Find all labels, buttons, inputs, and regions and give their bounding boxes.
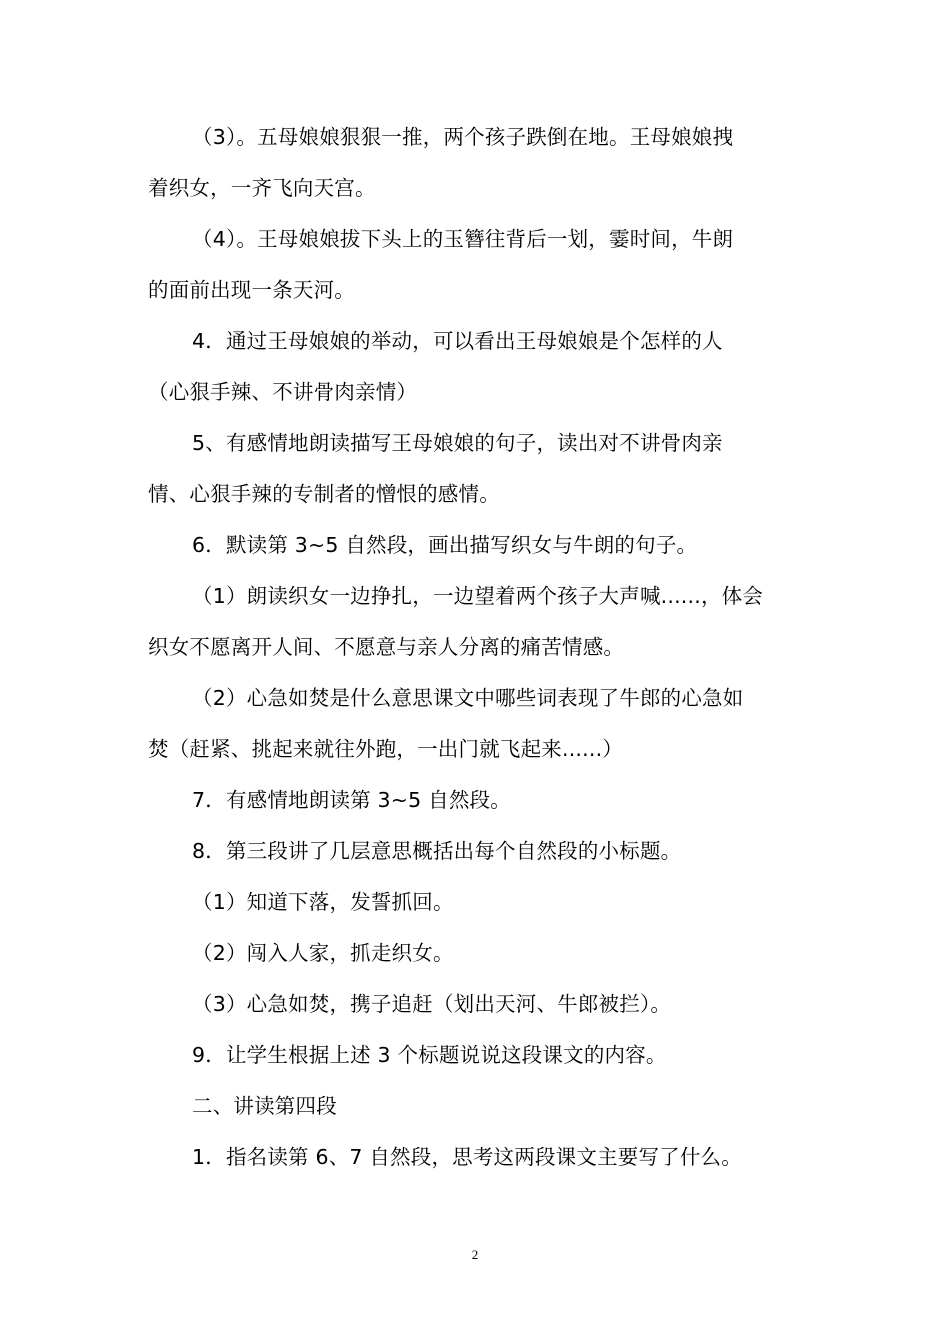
document-body <box>148 112 808 1183</box>
text-line-1: （3）。五母娘娘狠狠一推，两个孩子跌倒在地。王母娘娘拽 <box>192 125 734 149</box>
text-line-8: 情、心狠手辣的专制者的憎恨的感情。 <box>148 482 500 506</box>
text-line-5: 4．通过王母娘娘的举动，可以看出王母娘娘是个怎样的人 <box>192 329 723 353</box>
text-line-10: （1）朗读织女一边挣扎，一边望着两个孩子大声喊......，体会 <box>192 584 764 608</box>
text-line-18: （3）心急如焚，携子追赶（划出天河、牛郎被拦）。 <box>192 992 672 1016</box>
text-line-9: 6．默读第 3~5 自然段，画出描写织女与牛朗的句子。 <box>192 533 698 557</box>
text-line-19: 9．让学生根据上述 3 个标题说说这段课文的内容。 <box>192 1043 667 1067</box>
text-line-3: （4）。王母娘娘拔下头上的玉簪往背后一划，霎时间，牛朗 <box>192 227 734 251</box>
text-line-2: 着织女，一齐飞向天宫。 <box>148 176 376 200</box>
text-line-15: 8．第三段讲了几层意思概括出每个自然段的小标题。 <box>192 839 682 863</box>
page-number: 2 <box>471 1247 479 1262</box>
text-line-6: （心狠手辣、不讲骨肉亲情） <box>148 380 418 404</box>
section-heading: 二、讲读第四段 <box>192 1094 337 1118</box>
text-line-17: （2）闯入人家，抓走织女。 <box>192 941 454 965</box>
text-line-16: （1）知道下落，发誓抓回。 <box>192 890 454 914</box>
text-line-14: 7．有感情地朗读第 3~5 自然段。 <box>192 788 511 812</box>
text-line-4: 的面前出现一条天河。 <box>148 278 355 302</box>
text-line-11: 织女不愿离开人间、不愿意与亲人分离的痛苦情感。 <box>148 635 625 659</box>
text-line-12: （2）心急如焚是什么意思课文中哪些词表现了牛郎的心急如 <box>192 686 744 710</box>
text-line-7: 5、有感情地朗读描写王母娘娘的句子，读出对不讲骨肉亲 <box>192 431 723 455</box>
text-line-13: 焚（赶紧、挑起来就往外跑，一出门就飞起来......） <box>148 737 623 761</box>
text-line-21: 1．指名读第 6、7 自然段，思考这两段课文主要写了什么。 <box>192 1145 742 1169</box>
